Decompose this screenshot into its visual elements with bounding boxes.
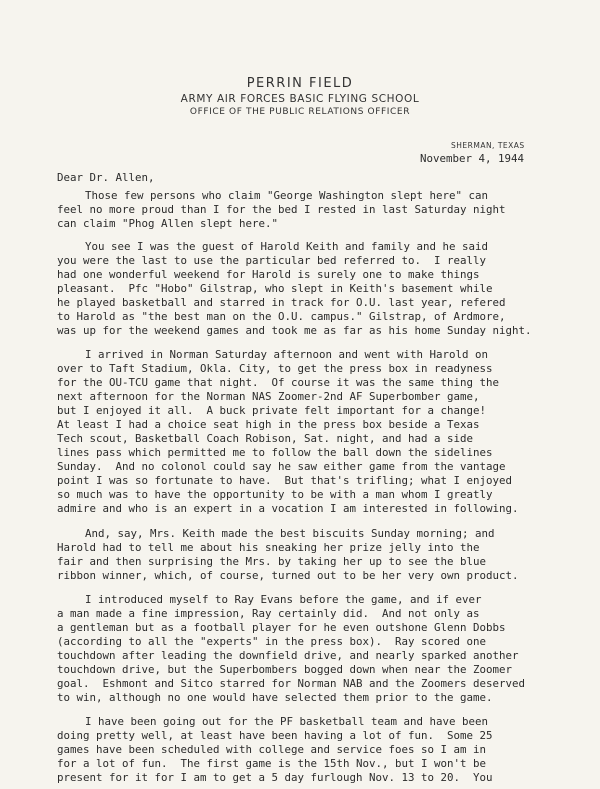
text-line: over to Taft Stadium, Okla. City, to get the press box in readyness <box>57 362 493 375</box>
text-line: a gentleman but as a football player for he even outshone Glenn Dobbs <box>57 621 506 634</box>
text-line: Tech scout, Basketball Coach Robison, Sat. night, and had a side <box>57 432 474 445</box>
text-line: a man made a fine impression, Ray certainly did. And not only as <box>57 607 480 620</box>
letter-date: November 4, 1944 <box>420 152 525 165</box>
text-line: pleasant. Pfc "Hobo" Gilstrap, who slept in Keith's basement while <box>57 282 493 295</box>
text-line: doing pretty well, at least have been having a lot of fun. Some 25 <box>57 729 493 742</box>
letterhead-office: OFFICE OF THE PUBLIC RELATIONS OFFICER <box>189 107 411 117</box>
text-line: touchdown after leading the downfield drive, and nearly sparked another <box>57 649 519 662</box>
letterhead-org: PERRIN FIELD <box>246 76 354 91</box>
text-line: Harold had to tell me about his sneaking her prize jelly into the <box>57 541 480 554</box>
text-line: touchdown drive, but the Superbombers bogged down when near the Zoomer <box>57 663 513 676</box>
text-line: he played basketball and starred in track for O.U. last year, refered <box>57 296 506 309</box>
text-line: you were the last to use the particular bed referred to. I really <box>57 254 487 267</box>
text-line: goal. Eshmont and Sitco starred for Norman NAB and the Zoomers deserved <box>57 677 526 690</box>
text-line: next afternoon for the Norman NAS Zoomer-2nd AF Superbomber game, <box>57 390 480 403</box>
letter-salutation: Dear Dr. Allen, <box>57 171 155 184</box>
text-line: so much was to have the opportunity to be with a man whom I greatly <box>57 488 493 501</box>
text-line: feel no more proud than I for the bed I rested in last Saturday night <box>57 203 506 216</box>
text-line: You see I was the guest of Harold Keith and family and he said <box>85 240 489 253</box>
text-line: I have been going out for the PF basketball team and have been <box>85 715 489 728</box>
text-line: lines pass which permitted me to follow the ball down the sidelines <box>57 446 493 459</box>
text-line: to Harold as "the best man on the O.U. campus." Gilstrap, of Ardmore, <box>57 310 506 323</box>
letterhead-school: ARMY AIR FORCES BASIC FLYING SCHOOL <box>180 93 420 105</box>
text-line: (according to all the "experts" in the press box). Ray scored one <box>57 635 487 648</box>
text-line: ribbon winner, which, of course, turned out to be her very own product. <box>57 569 519 582</box>
text-line: was up for the weekend games and took me as far as his home Sunday night. <box>57 324 532 337</box>
text-line: for the OU-TCU game that night. Of course it was the same thing the <box>57 376 500 389</box>
text-line: present for it for I am to get a 5 day furlough Nov. 13 to 20. You <box>57 771 493 784</box>
text-line: I introduced myself to Ray Evans before the game, and if ever <box>85 593 482 606</box>
text-line: admire and who is an expert in a vocation I am interested in following. <box>57 502 519 515</box>
text-line: At least I had a choice seat high in the press box beside a Texas <box>57 418 480 431</box>
letterhead <box>0 76 600 119</box>
text-line: Sunday. And no colonol could say he saw either game from the vantage <box>57 460 506 473</box>
text-line: point I was so fortunate to have. But that's trifling; what I enjoyed <box>57 474 513 487</box>
letter-place: SHERMAN, TEXAS <box>451 141 525 150</box>
text-line: to win, although no one would have selected them prior to the game. <box>57 691 493 704</box>
text-line: Those few persons who claim "George Washington slept here" can <box>85 189 489 202</box>
text-line: I arrived in Norman Saturday afternoon and went with Harold on <box>85 348 489 361</box>
text-line: for a lot of fun. The first game is the 15th Nov., but I won't be <box>57 757 487 770</box>
text-line: had one wonderful weekend for Harold is surely one to make things <box>57 268 480 281</box>
text-line: can claim "Phog Allen slept here." <box>57 217 279 230</box>
text-line: fair and then surprising the Mrs. by taking her up to see the blue <box>57 555 487 568</box>
text-line: but I enjoyed it all. A buck private felt important for a change! <box>57 404 487 417</box>
text-line: And, say, Mrs. Keith made the best biscuits Sunday morning; and <box>85 527 495 540</box>
text-line: games have been scheduled with college and service foes so I am in <box>57 743 487 756</box>
